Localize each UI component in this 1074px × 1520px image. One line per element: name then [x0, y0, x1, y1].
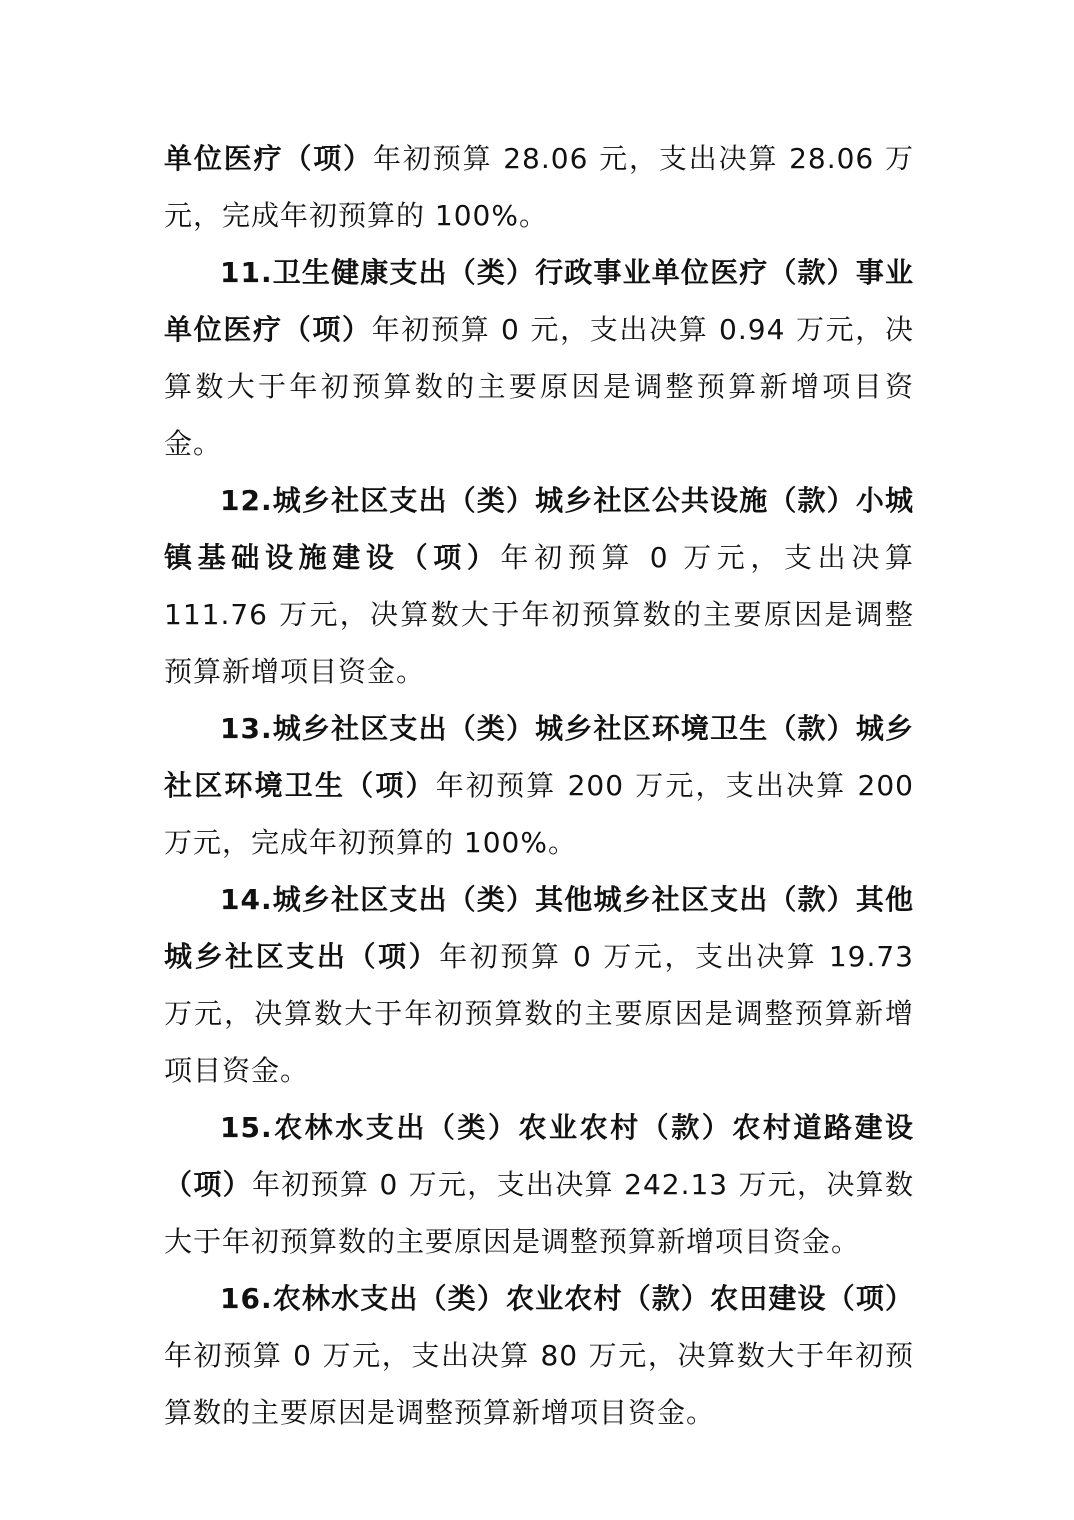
paragraph-16	[164, 1270, 914, 1441]
item-heading: 15.农林水支出（类）农业农村（款）农村道路建设（项）	[164, 1111, 914, 1201]
paragraph-15	[164, 1099, 914, 1270]
item-heading: 11.卫生健康支出（类）行政事业单位医疗（款）事业单位医疗（项）	[164, 256, 914, 346]
paragraph-13	[164, 700, 914, 871]
item-heading: 14.城乡社区支出（类）其他城乡社区支出（款）其他城乡社区支出（项）	[164, 883, 914, 973]
item-heading: 13.城乡社区支出（类）城乡社区环境卫生（款）城乡社区环境卫生（项）	[164, 712, 914, 802]
paragraph-12	[164, 472, 914, 700]
item-body: 年初预算 0 万元，支出决算 19.73 万元，决算数大于年初预算数的主要原因是调整预算新增项目资金。	[164, 940, 914, 1087]
item-heading: 12.城乡社区支出（类）城乡社区公共设施（款）小城镇基础设施建设（项）	[164, 484, 914, 574]
item-body: 年初预算 0 元，支出决算 0.94 万元，决算数大于年初预算数的主要原因是调整预算新增项目资金。	[164, 313, 914, 460]
item-body: 年初预算 0 万元，支出决算 111.76 万元，决算数大于年初预算数的主要原因是调整预算新增项目资金。	[164, 541, 914, 688]
document-page	[164, 130, 914, 1441]
item-heading: 16.农林水支出（类）农业农村（款）农田建设（项）	[220, 1282, 914, 1315]
paragraph-11	[164, 244, 914, 472]
item-body: 年初预算 0 万元，支出决算 242.13 万元，决算数大于年初预算数的主要原因是调整预算新增项目资金。	[164, 1168, 914, 1258]
item-body: 年初预算 28.06 元，支出决算 28.06 万元，完成年初预算的 100%。	[164, 142, 914, 232]
item-body: 年初预算 200 万元，支出决算 200 万元，完成年初预算的 100%。	[164, 769, 914, 859]
paragraph-10-continued	[164, 130, 914, 244]
paragraph-14	[164, 871, 914, 1099]
item-heading: 单位医疗（项）	[164, 142, 374, 175]
item-body: 年初预算 0 万元，支出决算 80 万元，决算数大于年初预算数的主要原因是调整预算新增项目资金。	[164, 1339, 914, 1429]
